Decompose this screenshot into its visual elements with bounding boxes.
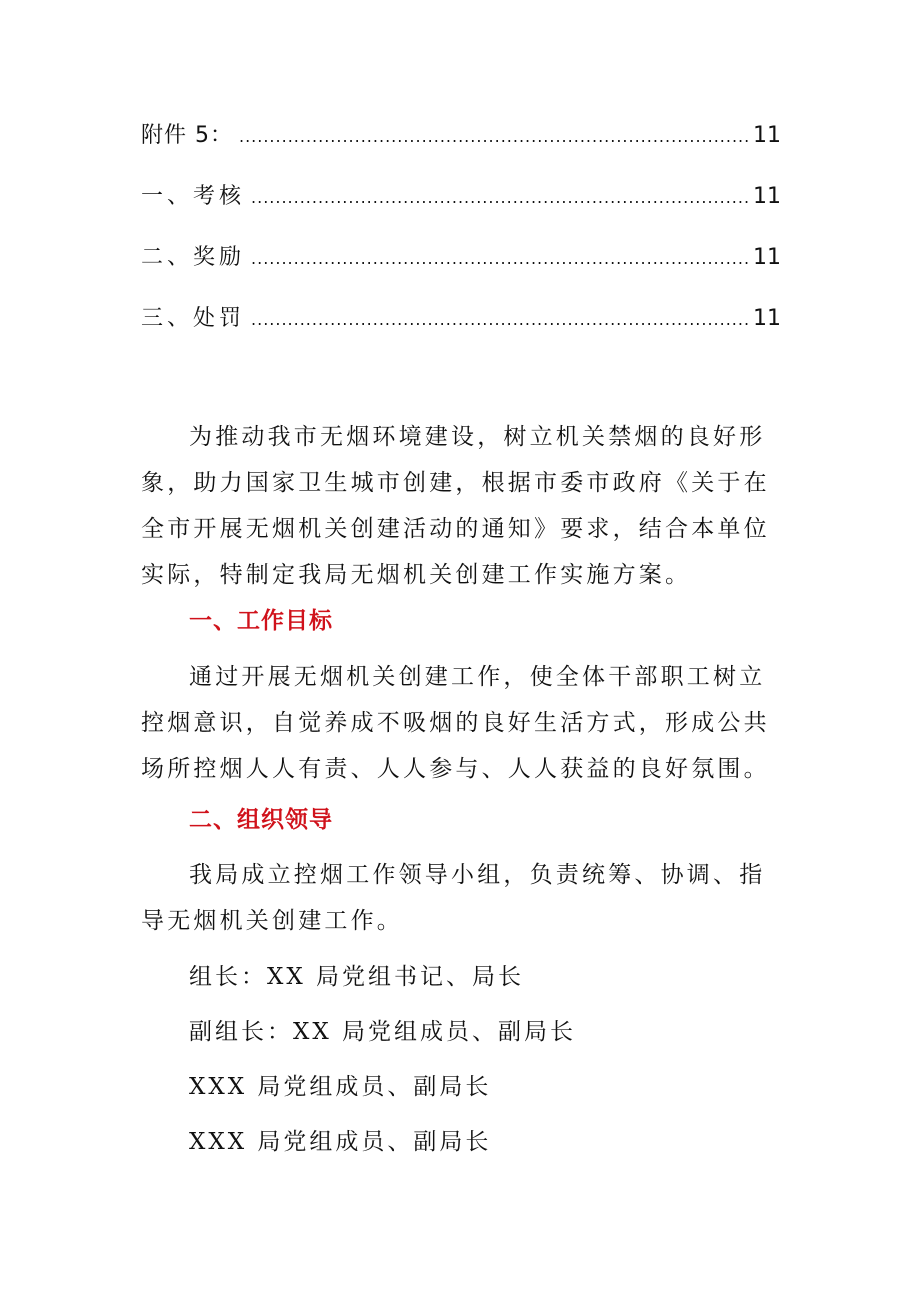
toc-entry-page: 11 [753, 306, 781, 331]
toc-leader-dots [251, 249, 749, 268]
toc-leader-dots [239, 127, 749, 146]
member-line-leader: 组长：XX 局党组书记、局长 [189, 964, 525, 990]
toc-entry[interactable] [141, 301, 781, 362]
section2-block [141, 852, 781, 944]
section-heading-work-goals: 一、工作目标 [189, 608, 333, 634]
toc-entry[interactable] [141, 118, 781, 179]
toc-entry-label: 三、处罚 [141, 306, 246, 331]
intro-paragraph: 为推动我市无烟环境建设，树立机关禁烟的良好形象，助力国家卫生城市创建，根据市委市政府《关于在全市开展无烟机关创建活动的通知》要求，结合本单位实际，特制定我局无烟机关创建工作实施方案。 [141, 424, 770, 588]
toc-entry-label: 附件 5： [141, 123, 233, 148]
toc-entry-page: 11 [753, 123, 781, 148]
section2-paragraph: 我局成立控烟工作领导小组，负责统筹、协调、指导无烟机关创建工作。 [141, 862, 766, 934]
toc-entry-label: 一、考核 [141, 184, 246, 209]
toc-entry[interactable] [141, 240, 781, 301]
table-of-contents [141, 118, 781, 362]
intro-block [141, 414, 781, 598]
toc-leader-dots [251, 310, 749, 329]
toc-entry[interactable] [141, 179, 781, 240]
section1-paragraph: 通过开展无烟机关创建工作，使全体干部职工树立控烟意识，自觉养成不吸烟的良好生活方式，形成公共场所控烟人人有责、人人参与、人人获益的良好氛围。 [141, 664, 770, 782]
toc-entry-page: 11 [753, 184, 781, 209]
section1-block [141, 654, 781, 792]
toc-entry-label: 二、奖励 [141, 245, 246, 270]
member-line: XXX 局党组成员、副局长 [189, 1129, 492, 1155]
toc-leader-dots [251, 188, 749, 207]
member-line-deputy-leader: 副组长：XX 局党组成员、副局长 [189, 1019, 577, 1045]
section-heading-organization: 二、组织领导 [189, 807, 333, 833]
toc-entry-page: 11 [753, 245, 781, 270]
member-line: XXX 局党组成员、副局长 [189, 1074, 492, 1100]
